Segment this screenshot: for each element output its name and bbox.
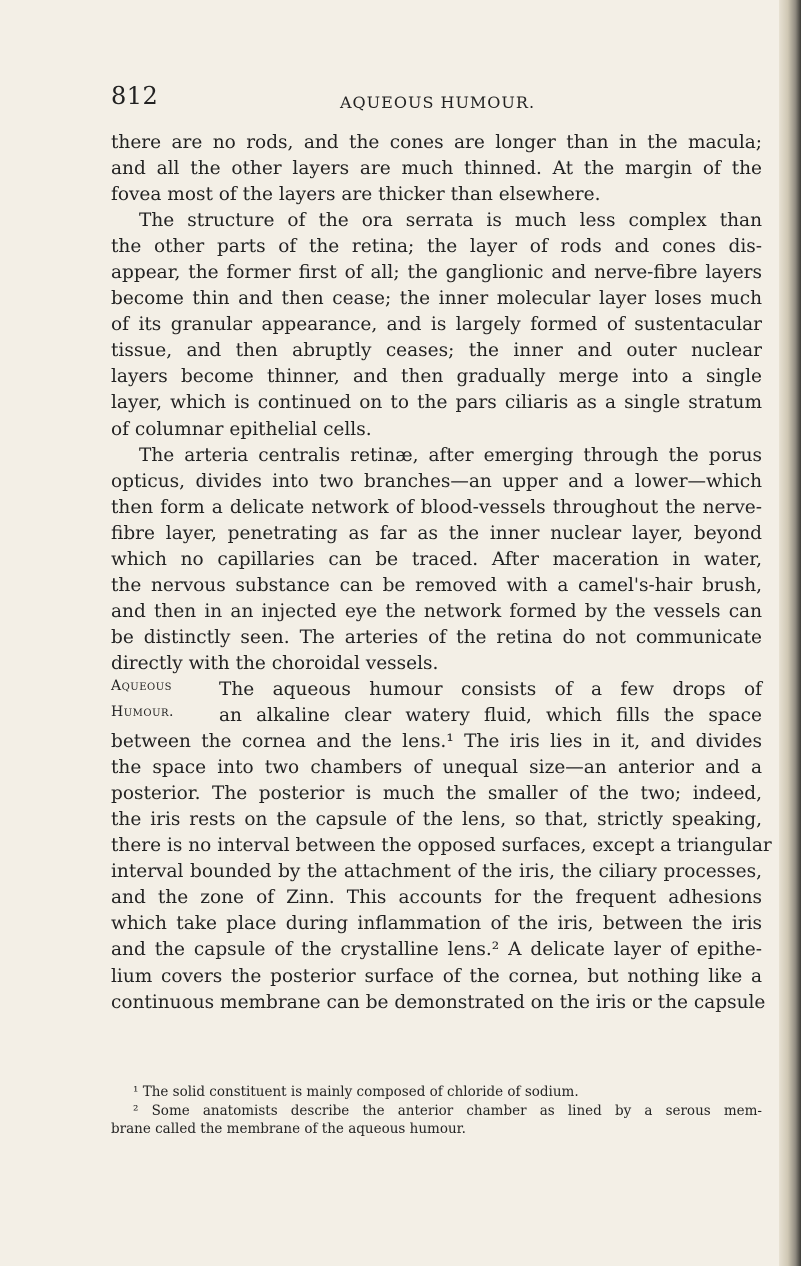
text-line: there are no rods, and the cones are longer than in the macula; bbox=[111, 132, 762, 153]
text-line: and the capsule of the crystalline lens.² A delicate layer of epithe- bbox=[111, 939, 762, 961]
text-line: layer, which is continued on to the pars ciliaris as a single stratum bbox=[111, 392, 762, 414]
text-line: then form a delicate network of blood-vessels throughout the nerve- bbox=[111, 496, 762, 518]
text-line: which take place during inflammation of the iris, between the iris bbox=[111, 913, 762, 935]
text-line: of columnar epithelial cells. bbox=[111, 418, 372, 440]
text-line: fovea most of the layers are thicker than elsewhere. bbox=[111, 184, 601, 206]
text-line: become thin and then cease; the inner molecular layer loses much bbox=[111, 288, 762, 310]
footnote-line: brane called the membrane of the aqueous humour. bbox=[111, 1121, 466, 1137]
text-line: continuous membrane can be demonstrated on the iris or the capsule bbox=[111, 991, 766, 1013]
text-line: appear, the former first of all; the ganglionic and nerve-fibre layers bbox=[111, 262, 762, 284]
text-line: an alkaline clear watery fluid, which fills the space bbox=[219, 705, 762, 727]
text-line: lium covers the posterior surface of the cornea, but nothing like a bbox=[111, 965, 762, 987]
margin-note-line-2: Humour. bbox=[111, 704, 174, 720]
text-line: the iris rests on the capsule of the lens, so that, strictly speaking, bbox=[111, 809, 762, 831]
text-line: layers become thinner, and then gradually merge into a single bbox=[111, 366, 762, 388]
footnotes bbox=[111, 1083, 762, 1139]
text-line: directly with the choroidal vessels. bbox=[111, 652, 439, 674]
running-head: AQUEOUS HUMOUR. bbox=[340, 93, 536, 112]
text-line: The structure of the ora serrata is much less complex than bbox=[139, 210, 762, 232]
text-line: The arteria centralis retinæ, after emerging through the porus bbox=[139, 444, 762, 466]
text-line: which no capillaries can be traced. After maceration in water, bbox=[111, 548, 762, 570]
text-line: be distinctly seen. The arteries of the retina do not communicate bbox=[111, 626, 762, 648]
text-line: tissue, and then abruptly ceases; the inner and outer nuclear bbox=[111, 340, 762, 362]
text-line: and all the other layers are much thinned. At the margin of the bbox=[111, 158, 762, 180]
text-line: opticus, divides into two branches—an upper and a lower—which bbox=[111, 470, 762, 492]
text-line: and then in an injected eye the network formed by the vessels can bbox=[111, 600, 762, 622]
text-line: there is no interval between the opposed surfaces, except a triangular bbox=[111, 835, 772, 857]
text-line: The aqueous humour consists of a few drops of bbox=[219, 678, 762, 700]
page-edge-shadow bbox=[779, 0, 801, 1266]
text-line: the space into two chambers of unequal size—an anterior and a bbox=[111, 757, 762, 779]
page-number: 812 bbox=[111, 82, 159, 110]
text-line: of its granular appearance, and is largely formed of sustentacular bbox=[111, 314, 762, 336]
footnote-line: ² Some anatomists describe the anterior chamber as lined by a serous mem- bbox=[133, 1102, 762, 1119]
footnote-line: ¹ The solid constituent is mainly composed of chloride of sodium. bbox=[133, 1084, 579, 1100]
text-line: between the cornea and the lens.¹ The iris lies in it, and divides bbox=[111, 731, 762, 753]
text-line: interval bounded by the attachment of the iris, the ciliary processes, bbox=[111, 861, 762, 883]
text-line: fibre layer, penetrating as far as the inner nuclear layer, beyond bbox=[111, 522, 762, 544]
body-text bbox=[111, 130, 772, 1016]
text-line: the other parts of the retina; the layer of rods and cones dis- bbox=[111, 236, 762, 258]
margin-note-line-1: Aqueous bbox=[111, 678, 173, 694]
text-line: the nervous substance can be removed with a camel's-hair brush, bbox=[111, 574, 762, 596]
text-line: and the zone of Zinn. This accounts for the frequent adhesions bbox=[111, 887, 762, 909]
text-line: posterior. The posterior is much the smaller of the two; indeed, bbox=[111, 783, 762, 805]
